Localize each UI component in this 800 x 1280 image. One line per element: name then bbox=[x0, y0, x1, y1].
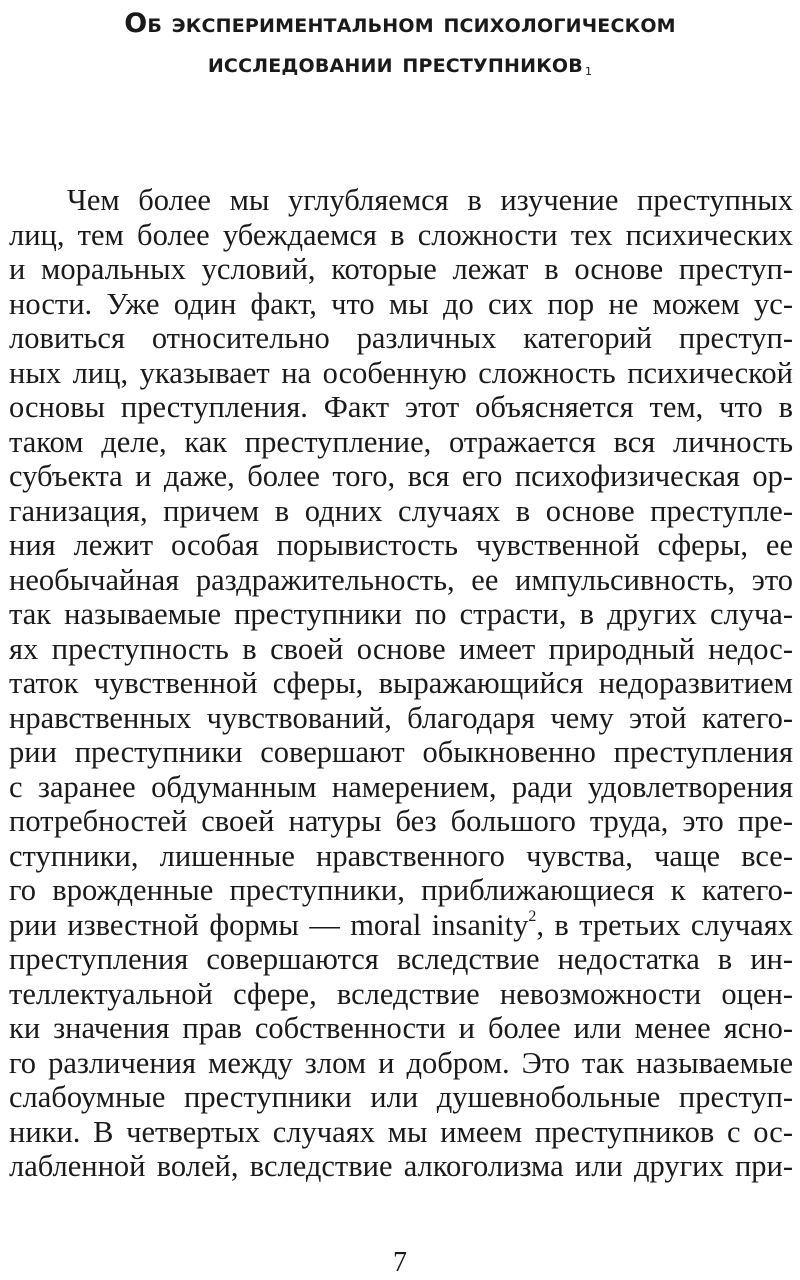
text-line-part: , в третьих случаях bbox=[536, 907, 793, 942]
text-line bbox=[9, 908, 793, 943]
text-line: основы преступления. Факт этот объясняется тем, что в bbox=[9, 390, 793, 424]
text-line: ки значения прав собственности и более или менее ясно- bbox=[9, 1011, 793, 1045]
text-line: ности. Уже один факт, что мы до сих пор не можем ус- bbox=[9, 286, 793, 321]
text-line: ях преступность в своей основе имеет природный недос- bbox=[9, 631, 793, 666]
text-line: ловиться относительно различных категорий преступ- bbox=[9, 321, 793, 355]
page-number: 7 bbox=[393, 1247, 407, 1278]
text-line: го различения между злом и добром. Это так называемые bbox=[9, 1045, 793, 1080]
text-line: нравственных чувствований, благодаря чему этой катего- bbox=[9, 700, 793, 735]
text-line: ники. В четвертых случаях мы имеем преступников с ос- bbox=[9, 1114, 793, 1149]
chapter-title-line-2-text: исследовании преступников bbox=[207, 48, 583, 79]
title-footnote-mark[interactable]: 1 bbox=[584, 65, 593, 78]
chapter-title-line-1: Об экспериментальном психологическом bbox=[124, 8, 676, 39]
body-paragraph bbox=[9, 183, 793, 1184]
text-line: необычайная раздражительность, ее импульсивность, это bbox=[9, 562, 793, 597]
chapter-title bbox=[40, 4, 760, 84]
text-line: преступления совершаются вследствие недостатка в ин- bbox=[9, 942, 793, 976]
text-line: го врожденные преступники, приближающиеся к катего- bbox=[9, 873, 793, 907]
text-line: слабоумные преступники или душевнобольные преступ- bbox=[9, 1080, 793, 1114]
text-line: ступники, лишенные нравственного чувства, чаще все- bbox=[9, 838, 793, 873]
text-line: ганизация, причем в одних случаях в основе преступле- bbox=[9, 493, 793, 528]
text-line: рии преступники совершают обыкновенно преступления bbox=[9, 735, 793, 769]
text-line: лабленной волей, вследствие алкоголизма или других при- bbox=[9, 1149, 793, 1183]
text-line: таток чувственной сферы, выражающийся недоразвитием bbox=[9, 666, 793, 700]
text-line: ния лежит особая порывистость чувственной сферы, ее bbox=[9, 528, 793, 562]
chapter-title-line-2 bbox=[40, 44, 760, 84]
text-line: так называемые преступники по страсти, в других случа- bbox=[9, 597, 793, 631]
text-line: субъекта и даже, более того, вся его психофизическая ор- bbox=[9, 459, 793, 493]
text-line: потребностей своей натуры без большого труда, это пре- bbox=[9, 804, 793, 838]
text-line-part: рии известной формы — moral insanity bbox=[9, 907, 529, 942]
text-line: и моральных условий, которые лежат в основе преступ- bbox=[9, 252, 793, 286]
footnote-mark[interactable]: 2 bbox=[528, 908, 537, 926]
text-line: теллектуальной сфере, вследствие невозможности оцен- bbox=[9, 976, 793, 1011]
text-line: с заранее обдуманным намерением, ради удовлетворения bbox=[9, 769, 793, 804]
text-line: таком деле, как преступление, отражается вся личность bbox=[9, 424, 793, 459]
text-line: ных лиц, указывает на особенную сложность психической bbox=[9, 355, 793, 390]
text-line: Чем более мы углубляемся в изучение преступных bbox=[67, 183, 793, 217]
text-line: лиц, тем более убеждаемся в сложности тех психических bbox=[9, 217, 793, 252]
